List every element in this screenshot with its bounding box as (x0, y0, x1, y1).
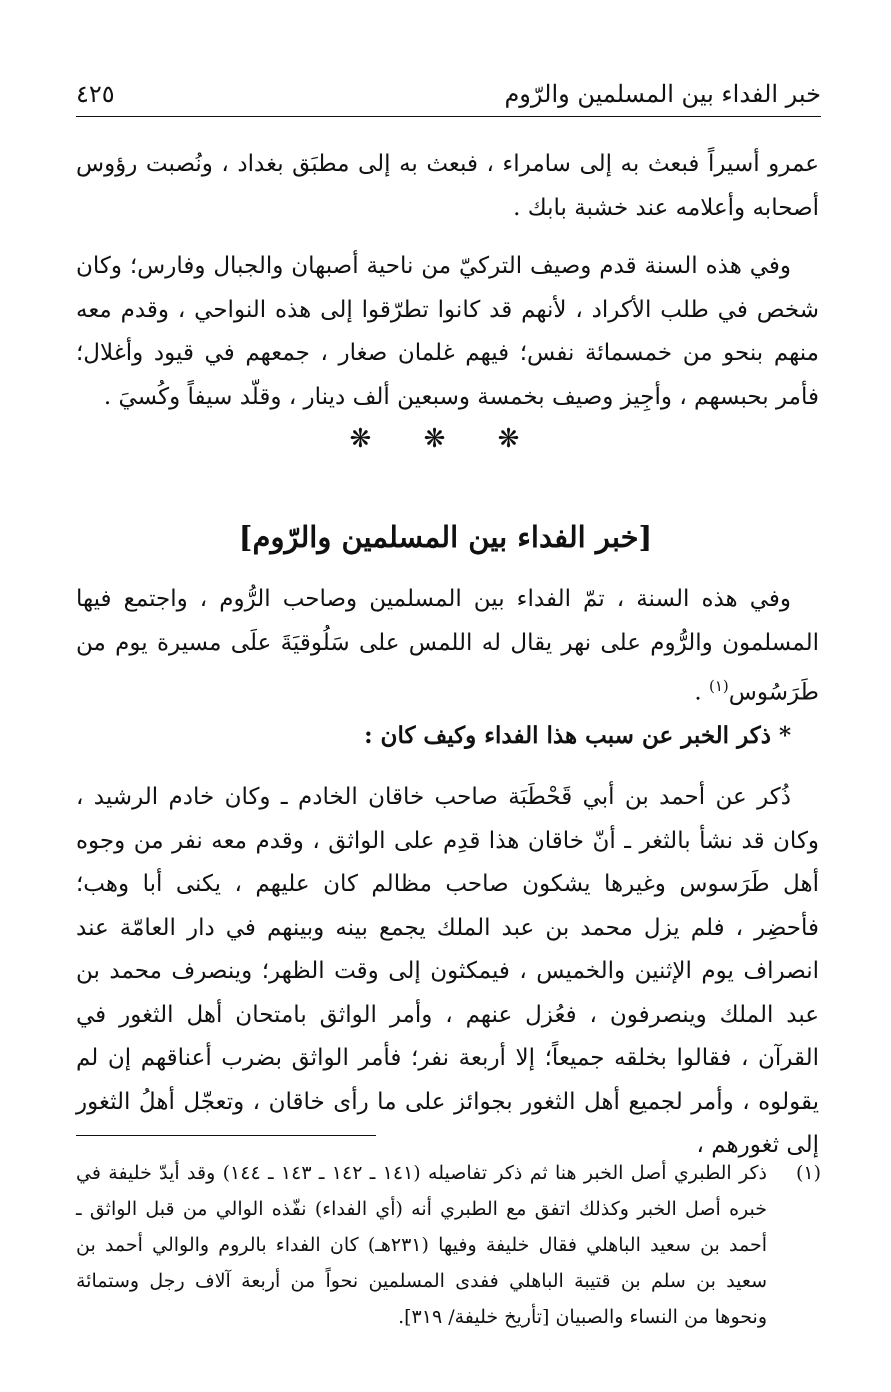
running-title: خبر الفداء بين المسلمين والرّوم (504, 80, 821, 108)
paragraph-1-block (76, 143, 819, 230)
paragraph-2: وفي هذه السنة قدم وصيف التركيّ من ناحية أصبهان والجبال وفارس؛ وكان شخص في طلب الأكراد ، لأنهم قد كانوا تطرّقوا إلى هذه النواحي ، وقدم معه منهم بنحو من خمسمائة نفس؛ فيهم غلمان صغار ، جمعهم في قيود وأغلال؛ فأمر بحبسهم ، وأجِيز وصيف بخمسة وسبعين ألف دينار ، وقلّد سيفاً وكُسيَ . (76, 253, 819, 410)
subheading-block (76, 722, 819, 749)
subheading: * ذكر الخبر عن سبب هذا الفداء وكيف كان : (364, 722, 791, 749)
paragraph-3-text: وفي هذه السنة ، تمّ الفداء بين المسلمين وصاحب الرُّوم ، واجتمع فيها المسلمون والرُّوم على نهر يقال له اللمس على سَلُوقيَةَ علَى مسيرة يوم من طَرَسُوس (76, 586, 819, 706)
paragraph-3-block (76, 578, 819, 715)
paragraph-1: عمرو أسيراً فبعث به إلى سامراء ، فبعث به إلى مطبَق بغداد ، ونُصبت رؤوس أصحابه وأعلامه عند خشبة بابك . (76, 151, 819, 221)
paragraph-2-block (76, 245, 819, 419)
section-divider-ornament: ❋ ❋ ❋ (349, 424, 542, 454)
footnote-separator (76, 1135, 376, 1136)
running-header (76, 72, 821, 117)
paragraph-3-end: . (694, 679, 709, 706)
footnote-marker: (١) (795, 1162, 821, 1184)
footnote-text: ذكر الطبري أصل الخبر هنا ثم ذكر تفاصيله (١٤١ ـ ١٤٢ ـ ١٤٣ ـ ١٤٤) وقد أيدّ خليفة في خبره أصل الخبر وكذلك اتفق مع الطبري أنه (أي الفداء) نفّذه الوالي من قبل الواثق ـ أحمد بن سعيد الباهلي فقال خليفة وفيها (٢٣١هـ) كان الفداء بالروم والوالي أحمد بن سعيد بن سلم بن قتيبة الباهلي ففدى المسلمين نحواً من أربعة آلاف رجل وستمائة ونحوها من النساء والصبيان [تأريخ خليفة/ ٣١٩]. (76, 1162, 768, 1328)
footnote (76, 1155, 821, 1335)
paragraph-3 (76, 578, 819, 715)
paragraph-4-block (76, 776, 819, 1168)
section-heading: [خبر الفداء بين المسلمين والرّوم] (238, 520, 653, 554)
footnote-reference[interactable]: (١) (708, 677, 729, 695)
page-number: ٤٢٥ (76, 80, 115, 108)
paragraph-4: ذُكر عن أحمد بن أبي قَحْطَبَة صاحب خاقان الخادم ـ وكان خادم الرشيد ، وكان قد نشأ بالثغر ـ أنّ خاقان هذا قدِم على الواثق ، وقدم معه نفر من وجوه أهل طَرَسوس وغيرها يشكون صاحب مظالم كان عليهم ، يكنى أبا وهب؛ فأحضِر ، فلم يزل محمد بن عبد الملك يجمع بينه وبينهم في دار العامّة عند انصراف يوم الإثنين والخميس ، فيمكثون إلى وقت الظهر؛ وينصرف محمد بن عبد الملك وينصرفون ، فعُزل عنهم ، وأمر الواثق بامتحان أهل الثغور في القرآن ، فقالوا بخلقه جميعاً؛ إلا أربعة نفر؛ فأمر الواثق بضرب أعناقهم إن لم يقولوه ، وأمر لجميع أهل الثغور بجوائز على ما رأى خاقان ، وتعجّل أهلُ الثغور إلى ثغورهم ، (76, 784, 819, 1158)
